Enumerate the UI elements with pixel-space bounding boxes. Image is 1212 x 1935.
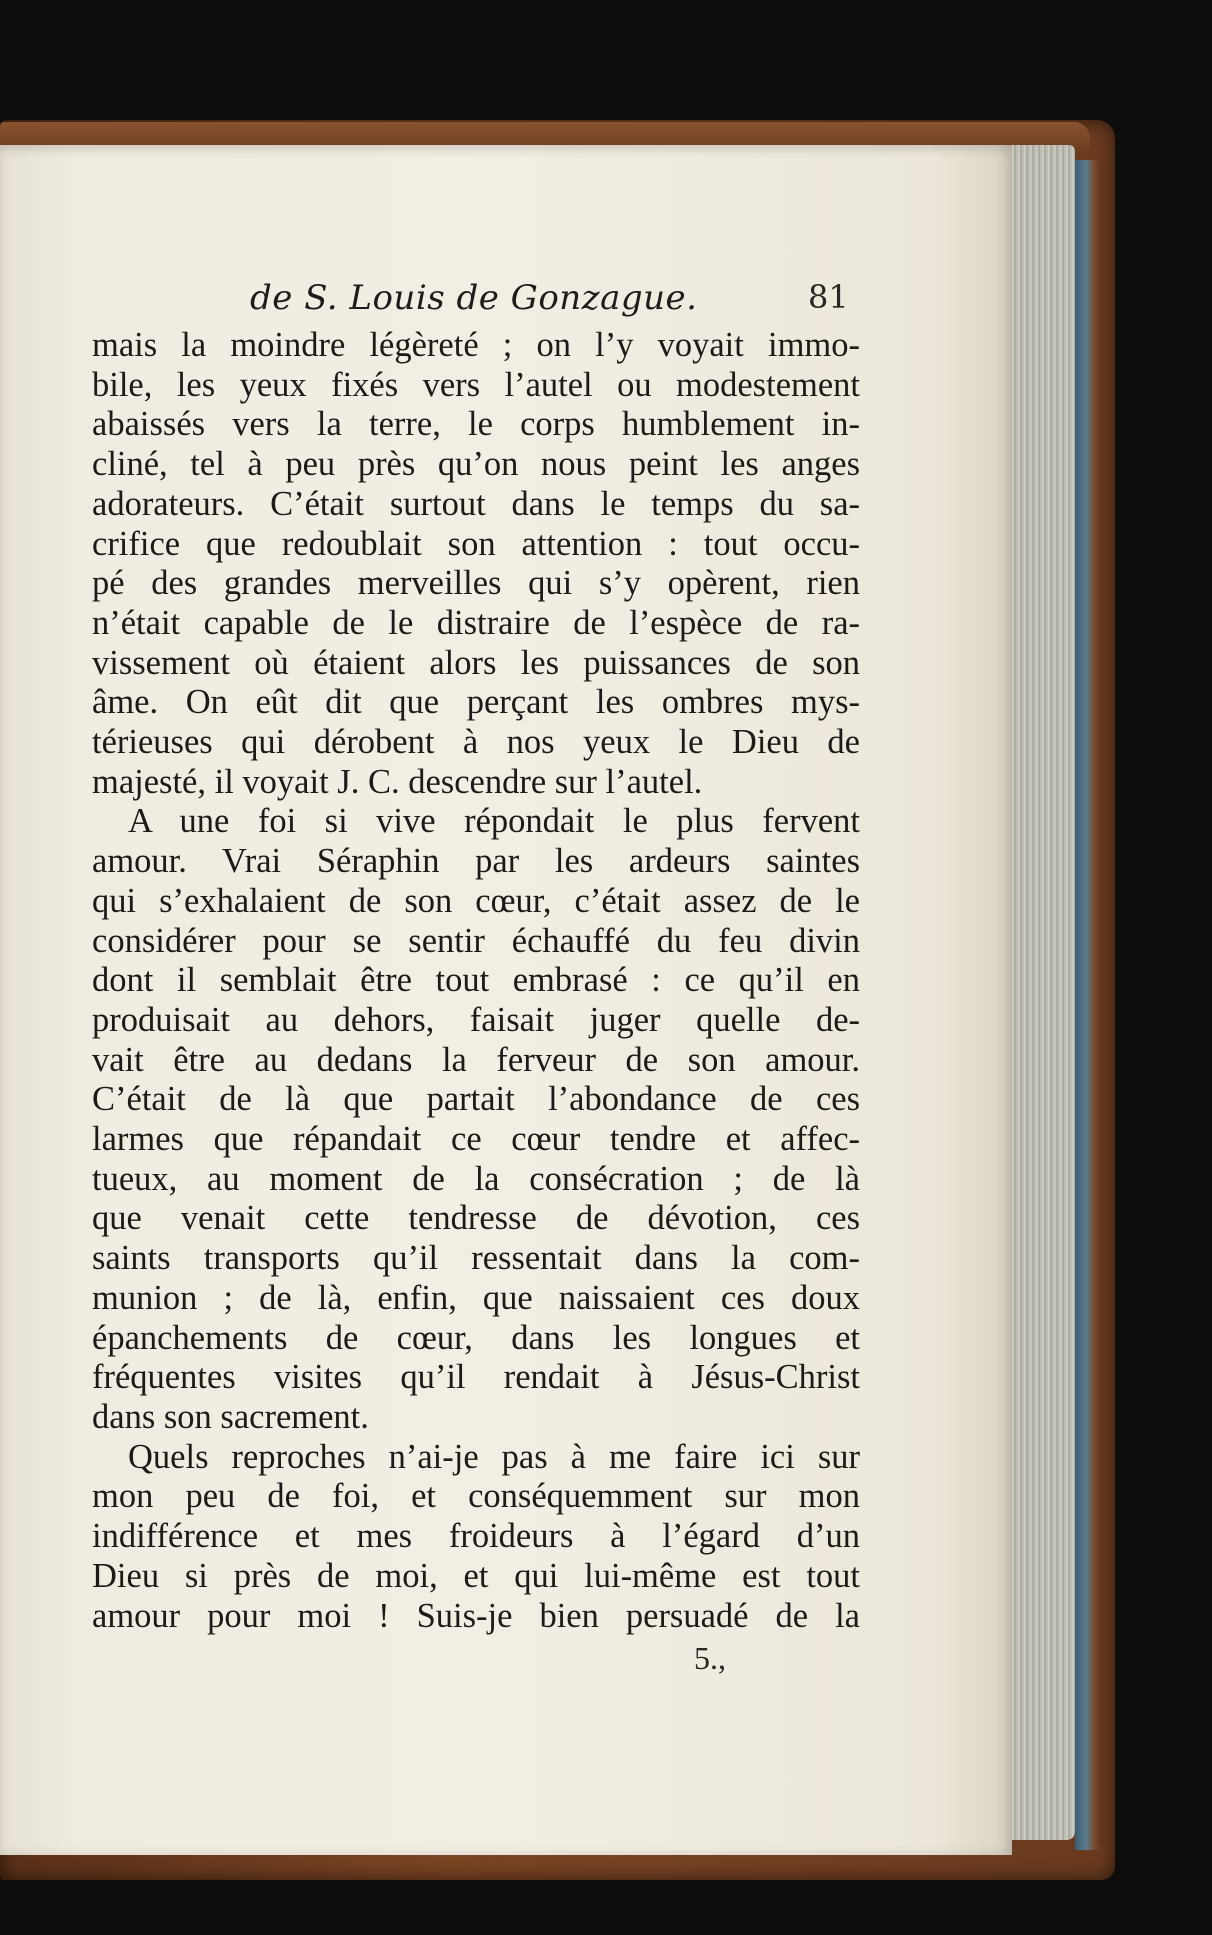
text-line: munion ; de là, enfin, que naissaient ces doux xyxy=(92,1278,860,1317)
text-line: que venait cette tendresse de dévotion, ces xyxy=(92,1199,860,1238)
text-line: indifférence et mes froideurs à l’égard d’un xyxy=(92,1517,860,1556)
text-line: épanchements de cœur, dans les longues et xyxy=(92,1318,860,1357)
page-edges xyxy=(1005,145,1075,1840)
running-title: de S. Louis de Gonzague. xyxy=(250,278,698,318)
page-body-text xyxy=(92,326,860,1636)
text-line: crifice que redoublait son attention : tout occu- xyxy=(92,524,860,563)
text-line: bile, les yeux fixés vers l’autel ou modestement xyxy=(92,365,860,404)
text-line: dans son sacrement. xyxy=(92,1397,369,1436)
text-line: amour pour moi ! Suis-je bien persuadé de la xyxy=(92,1596,860,1635)
text-line: adorateurs. C’était surtout dans le temps du sa- xyxy=(92,484,860,523)
text-line: térieuses qui dérobent à nos yeux le Dieu de xyxy=(92,723,860,762)
text-line: âme. On eût dit que perçant les ombres mys- xyxy=(92,683,860,722)
text-line: Dieu si près de moi, et qui lui-même est tout xyxy=(92,1556,860,1595)
text-line: cliné, tel à peu près qu’on nous peint les anges xyxy=(92,445,860,484)
text-line: C’était de là que partait l’abondance de ces xyxy=(92,1080,860,1119)
text-line: tueux, au moment de la consécration ; de là xyxy=(92,1159,860,1198)
text-line: mon peu de foi, et conséquemment sur mon xyxy=(92,1477,860,1516)
text-line: amour. Vrai Séraphin par les ardeurs saintes xyxy=(92,842,860,881)
text-line: vissement où étaient alors les puissances de son xyxy=(92,643,860,682)
text-line: vait être au dedans la ferveur de son amour. xyxy=(92,1040,860,1079)
text-line: A une foi si vive répondait le plus fervent xyxy=(128,802,860,841)
paragraph-1 xyxy=(92,326,860,802)
text-line: n’était capable de le distraire de l’espèce de ra- xyxy=(92,603,860,642)
paragraph-2 xyxy=(92,802,860,1437)
gathering-signature: 5., xyxy=(694,1640,726,1676)
page-number: 81 xyxy=(808,278,849,316)
text-line: larmes que répandait ce cœur tendre et affec- xyxy=(92,1120,860,1159)
text-line: qui s’exhalaient de son cœur, c’était assez de le xyxy=(92,881,860,920)
text-line: saints transports qu’il ressentait dans la com- xyxy=(92,1239,860,1278)
text-line: pé des grandes merveilles qui s’y opèrent, rien xyxy=(92,564,860,603)
text-line: dont il semblait être tout embrasé : ce qu’il en xyxy=(92,961,860,1000)
paragraph-3 xyxy=(92,1438,860,1637)
text-line: majesté, il voyait J. C. descendre sur l’autel. xyxy=(92,762,703,801)
book-spine-edge xyxy=(1075,160,1103,1850)
text-line: produisait au dehors, faisait juger quelle de- xyxy=(92,1000,860,1039)
text-line: mais la moindre légèreté ; on l’y voyait immo- xyxy=(92,326,860,364)
text-line: fréquentes visites qu’il rendait à Jésus-Christ xyxy=(92,1358,860,1397)
text-line: abaissés vers la terre, le corps humblement in- xyxy=(92,405,860,444)
text-line: considérer pour se sentir échauffé du feu divin xyxy=(92,921,860,960)
text-line: Quels reproches n’ai-je pas à me faire ici sur xyxy=(128,1437,860,1476)
